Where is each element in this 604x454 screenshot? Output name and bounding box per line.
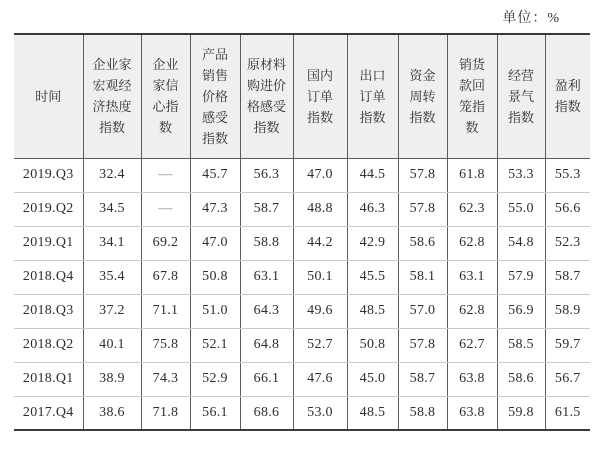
cell-export_orders: 45.0 [347, 362, 398, 396]
cell-time: 2018.Q4 [14, 260, 83, 294]
cell-confidence: 71.1 [141, 294, 190, 328]
cell-export_orders: 45.5 [347, 260, 398, 294]
table-row [14, 192, 590, 226]
column-header-capital_turnover: 资金 周转 指数 [398, 34, 447, 158]
table-header [14, 34, 590, 158]
cell-business_climate: 58.6 [497, 362, 545, 396]
table-row [14, 158, 590, 192]
cell-time: 2018.Q3 [14, 294, 83, 328]
cell-material_price: 68.6 [240, 396, 293, 430]
cell-time: 2018.Q2 [14, 328, 83, 362]
cell-profit: 58.9 [545, 294, 590, 328]
column-header-confidence: 企业 家信 心指 数 [141, 34, 190, 158]
cell-material_price: 66.1 [240, 362, 293, 396]
cell-export_orders: 48.5 [347, 294, 398, 328]
cell-sale_price: 47.3 [190, 192, 240, 226]
cell-domestic_orders: 49.6 [293, 294, 347, 328]
cell-macro_heat: 38.9 [83, 362, 141, 396]
cell-sale_price: 52.1 [190, 328, 240, 362]
cell-sale_price: 45.7 [190, 158, 240, 192]
cell-confidence: — [141, 192, 190, 226]
cell-sale_price: 56.1 [190, 396, 240, 430]
cell-capital_turnover: 58.8 [398, 396, 447, 430]
cell-export_orders: 42.9 [347, 226, 398, 260]
cell-time: 2019.Q2 [14, 192, 83, 226]
cell-capital_turnover: 58.6 [398, 226, 447, 260]
cell-material_price: 58.7 [240, 192, 293, 226]
cell-domestic_orders: 47.0 [293, 158, 347, 192]
column-header-domestic_orders: 国内 订单 指数 [293, 34, 347, 158]
table-row [14, 328, 590, 362]
cell-profit: 56.7 [545, 362, 590, 396]
cell-capital_turnover: 58.1 [398, 260, 447, 294]
cell-confidence: 69.2 [141, 226, 190, 260]
unit-label: 单位：% [502, 11, 560, 26]
table-row [14, 396, 590, 430]
cell-business_climate: 59.8 [497, 396, 545, 430]
cell-profit: 59.7 [545, 328, 590, 362]
table-row [14, 226, 590, 260]
table-row [14, 260, 590, 294]
cell-macro_heat: 35.4 [83, 260, 141, 294]
cell-payment_collection: 62.8 [447, 226, 497, 260]
cell-confidence: 75.8 [141, 328, 190, 362]
cell-payment_collection: 61.8 [447, 158, 497, 192]
cell-payment_collection: 62.3 [447, 192, 497, 226]
cell-business_climate: 54.8 [497, 226, 545, 260]
cell-payment_collection: 63.8 [447, 396, 497, 430]
cell-material_price: 64.3 [240, 294, 293, 328]
column-header-export_orders: 出口 订单 指数 [347, 34, 398, 158]
cell-profit: 58.7 [545, 260, 590, 294]
cell-macro_heat: 32.4 [83, 158, 141, 192]
cell-payment_collection: 63.8 [447, 362, 497, 396]
header-row [14, 34, 590, 158]
cell-payment_collection: 63.1 [447, 260, 497, 294]
cell-export_orders: 48.5 [347, 396, 398, 430]
cell-business_climate: 57.9 [497, 260, 545, 294]
cell-sale_price: 52.9 [190, 362, 240, 396]
cell-confidence: 67.8 [141, 260, 190, 294]
cell-domestic_orders: 53.0 [293, 396, 347, 430]
cell-macro_heat: 40.1 [83, 328, 141, 362]
cell-profit: 61.5 [545, 396, 590, 430]
cell-macro_heat: 34.1 [83, 226, 141, 260]
column-header-payment_collection: 销货 款回 笼指 数 [447, 34, 497, 158]
cell-domestic_orders: 44.2 [293, 226, 347, 260]
cell-macro_heat: 34.5 [83, 192, 141, 226]
cell-capital_turnover: 57.0 [398, 294, 447, 328]
cell-business_climate: 53.3 [497, 158, 545, 192]
cell-macro_heat: 38.6 [83, 396, 141, 430]
column-header-profit: 盈利 指数 [545, 34, 590, 158]
cell-sale_price: 51.0 [190, 294, 240, 328]
cell-material_price: 58.8 [240, 226, 293, 260]
cell-material_price: 64.8 [240, 328, 293, 362]
table-body [14, 158, 590, 430]
cell-capital_turnover: 57.8 [398, 192, 447, 226]
cell-time: 2017.Q4 [22, 404, 74, 420]
cell-confidence: — [141, 158, 190, 192]
column-header-material_price: 原材料 购进价 格感受 指数 [240, 34, 293, 158]
cell-domestic_orders: 52.7 [293, 328, 347, 362]
cell-time: 2019.Q3 [14, 158, 83, 192]
cell-export_orders: 50.8 [347, 328, 398, 362]
cell-time: 2018.Q1 [14, 362, 83, 396]
cell-capital_turnover: 58.7 [398, 362, 447, 396]
cell-export_orders: 44.5 [347, 158, 398, 192]
cell-macro_heat: 37.2 [83, 294, 141, 328]
cell-domestic_orders: 47.6 [293, 362, 347, 396]
table-row [14, 362, 590, 396]
cell-time: 2019.Q1 [14, 226, 83, 260]
cell-payment_collection: 62.8 [447, 294, 497, 328]
column-header-sale_price: 产品 销售 价格 感受 指数 [190, 34, 240, 158]
cell-confidence: 71.8 [141, 396, 190, 430]
cell-confidence: 74.3 [141, 362, 190, 396]
cell-business_climate: 56.9 [497, 294, 545, 328]
cell-payment_collection: 62.7 [447, 328, 497, 362]
cell-profit: 56.6 [545, 192, 590, 226]
cell-sale_price: 50.8 [190, 260, 240, 294]
table-row [14, 294, 590, 328]
column-header-macro_heat: 企业家 宏观经 济热度 指数 [83, 34, 141, 158]
cell-domestic_orders: 48.8 [293, 192, 347, 226]
indices-table [14, 33, 590, 431]
cell-material_price: 63.1 [240, 260, 293, 294]
cell-export_orders: 46.3 [347, 192, 398, 226]
cell-business_climate: 55.0 [497, 192, 545, 226]
cell-profit: 55.3 [545, 158, 590, 192]
cell-business_climate: 58.5 [497, 328, 545, 362]
cell-profit: 52.3 [545, 226, 590, 260]
column-header-time: 时间 [14, 34, 83, 158]
cell-sale_price: 47.0 [190, 226, 240, 260]
cell-material_price: 56.3 [240, 158, 293, 192]
cell-capital_turnover: 57.8 [398, 328, 447, 362]
cell-capital_turnover: 57.8 [398, 158, 447, 192]
column-header-business_climate: 经营 景气 指数 [497, 34, 545, 158]
cell-domestic_orders: 50.1 [293, 260, 347, 294]
